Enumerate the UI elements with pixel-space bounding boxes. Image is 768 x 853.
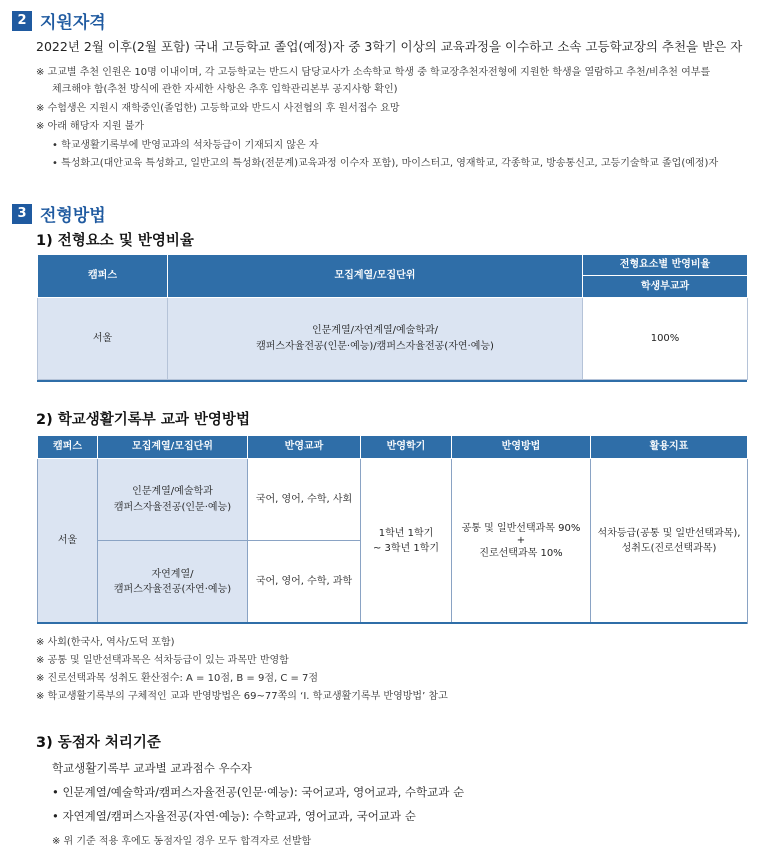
t2-row2-subjects: 국어, 영어, 수학, 과학 [248,541,361,624]
t2-semester-line-1: 1학년 1학기 [378,527,434,539]
tie-break-bullet-1: • 인문계열/예술학과/캠퍼스자율전공(인문·예능): 국어교과, 영어교과, 수학교과 순 [52,785,465,799]
unit-line-1: 인문계열/자연계열/예술학과/ [311,325,439,336]
t2-index-line-2: 성취도(진로선택과목) [621,543,717,554]
eligibility-note-3: ※ 아래 해당자 지원 불가 [36,121,145,132]
t2-method-line-3: 진로선택과목 10% [479,548,563,559]
section-2-title: 지원자격 [40,13,106,33]
section-2-number: 2 [12,11,32,31]
t2-campus-cell: 서울 [38,459,98,624]
ineligible-bullet-1: • 학교생활기록부에 반영교과의 석차등급이 기재되지 않은 자 [52,140,319,151]
selection-ratio-table [37,254,748,380]
table-2-note-4: ※ 학교생활기록부의 구체적인 교과 반영방법은 69~77쪽의 ‘Ⅰ. 학교생활기록부 반영방법’ 참고 [36,691,448,702]
t2-method-line-1: 공통 및 일반선택과목 90% [461,522,581,534]
t2-row1-subjects: 국어, 영어, 수학, 사회 [248,459,361,541]
t2-header-index: 활용지표 [591,436,748,459]
tie-break-note: ※ 위 기준 적용 후에도 동점자일 경우 모두 합격자로 선발함 [52,836,312,847]
t2-row1-unit-line-1: 인문계열/예술학과 [132,486,213,497]
subsection-3-title: 3) 동점자 처리기준 [36,735,161,751]
table-2-bottom-rule [37,622,747,624]
tie-break-bullet-2: • 자연계열/캠퍼스자율전공(자연·예능): 수학교과, 영어교과, 국어교과 순 [52,809,416,823]
t2-index-cell [591,459,748,624]
t2-index-line-1: 석차등급(공통 및 일반선택과목), [597,527,741,539]
tie-break-main: 학교생활기록부 교과별 교과점수 우수자 [52,761,252,775]
section-3-number: 3 [12,204,32,224]
header-record: 학생부교과 [583,276,748,298]
t2-row1-unit-line-2: 캠퍼스자율전공(인문·예능) [113,501,232,513]
record-method-table [37,435,748,624]
t2-row2-unit-line-1: 자연계열/ [151,568,194,580]
ineligible-bullet-2: • 특성화고(대안교육 특성화고, 일반고의 특성화(전문계)교육과정 이수자 포함), 마이스터고, 영재학교, 각종학교, 방송통신고, 고등기술학교 졸업(예정)자 [52,158,719,169]
t2-method-cell [452,459,591,624]
ratio-cell: 100% [583,298,748,380]
eligibility-note-1-line-1: ※ 고교별 추천 인원은 10명 이내이며, 각 고등학교는 반드시 담당교사가 소속학교 학생 중 학교장추천자전형에 지원한 학생을 열람하고 추천/비추천 여부를 [36,67,711,78]
campus-cell: 서울 [38,298,168,380]
t2-row2-unit [98,541,248,624]
header-ratio: 전형요소별 반영비율 [583,255,748,276]
header-unit: 모집계열/모집단위 [168,255,583,298]
section-3-title: 전형방법 [40,206,106,226]
header-campus: 캠퍼스 [38,255,168,298]
eligibility-note-1-line-2: 체크해야 함(추천 방식에 관한 자세한 사항은 추후 입학관리본부 공지사항 확인) [52,84,398,95]
table-2-note-3: ※ 진로선택과목 성취도 환산점수: A = 10점, B = 9점, C = 7점 [36,673,319,684]
t2-header-unit: 모집계열/모집단위 [98,436,248,459]
section-2-header [12,8,106,33]
eligibility-note-2: ※ 수험생은 지원시 재학중인(졸업한) 고등학교와 반드시 사전협의 후 원서접수 요망 [36,103,400,114]
t2-method-line-2: + [516,535,526,546]
subsection-1-title: 1) 전형요소 및 반영비율 [36,233,194,249]
t2-row1-unit [98,459,248,541]
t2-semester-line-2: ~ 3학년 1학기 [372,543,440,554]
t2-header-method: 반영방법 [452,436,591,459]
t2-semester-cell [361,459,452,624]
table-2-note-1: ※ 사회(한국사, 역사/도덕 포함) [36,637,175,648]
t2-header-campus: 캠퍼스 [38,436,98,459]
eligibility-main: 2022년 2월 이후(2월 포함) 국내 고등학교 졸업(예정)자 중 3학기 이상의 교육과정을 이수하고 소속 고등학교장의 추천을 받은 자 [36,39,743,54]
table-1-bottom-rule [37,380,747,382]
subsection-2-title: 2) 학교생활기록부 교과 반영방법 [36,412,250,428]
section-3-header [12,201,106,226]
t2-row2-unit-line-2: 캠퍼스자율전공(자연·예능) [113,584,232,595]
t2-header-semester: 반영학기 [361,436,452,459]
table-2-note-2: ※ 공통 및 일반선택과목은 석차등급이 있는 과목만 반영함 [36,655,289,666]
unit-cell [168,298,583,380]
t2-header-subjects: 반영교과 [248,436,361,459]
unit-line-2: 캠퍼스자율전공(인문·예능)/캠퍼스자율전공(자연·예능) [256,340,494,352]
